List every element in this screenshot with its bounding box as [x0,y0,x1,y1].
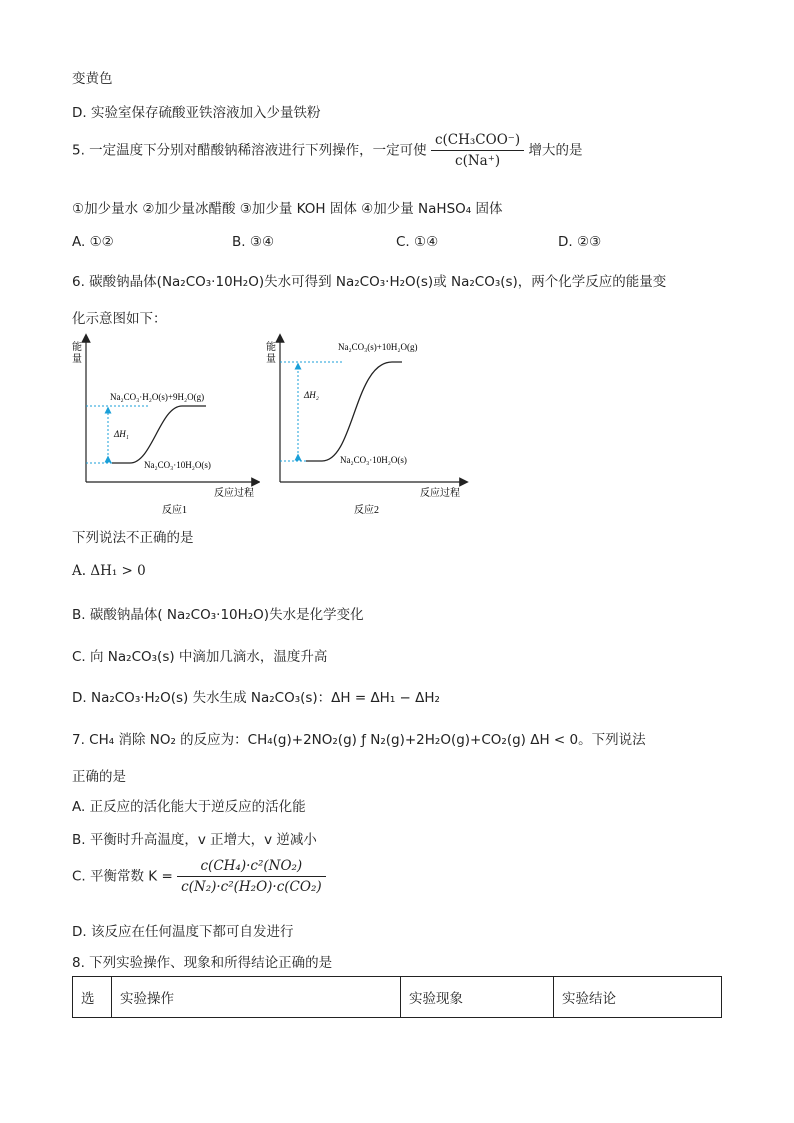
q5-fraction-den: c(Na⁺) [455,153,501,169]
delta-h-label: ΔH₂ [304,390,319,400]
table-header-row [73,977,722,1018]
top-species-label: Na₂CO₃(s)+10H₂O(g) [338,342,418,352]
q7-c-prefix: C. 平衡常数 K = [72,868,173,885]
q6-option-b: B. 碳酸钠晶体( Na₂CO₃·10H₂O)失水是化学变化 [72,607,364,623]
y-label-1: 能 [72,342,82,353]
x-axis-label: 反应过程 [420,488,460,499]
q7-option-b: B. 平衡时升高温度，v 正增大，v 逆减小 [72,832,317,848]
q6-option-a: A. ΔH₁ > 0 [72,563,146,579]
q5-option-d: D. ②③ [558,234,602,250]
y-label-2: 量 [266,354,276,365]
q5-option-a: A. ①② [72,234,114,250]
header-operation: 实验操作 [112,977,401,1018]
y-label-2: 量 [72,354,82,365]
q5-stem [72,132,582,169]
q5-option-c: C. ①④ [396,234,439,250]
q5-option-b: B. ③④ [232,234,275,250]
q6-option-c: C. 向 Na₂CO₃(s) 中滴加几滴水，温度升高 [72,649,328,665]
q5-stem-b: 增大的是 [528,142,583,159]
energy-diagram-2 [254,330,474,520]
q6-stem-1: 6. 碳酸钠晶体(Na₂CO₃·10H₂O)失水可得到 Na₂CO₃·H₂O(s)或 Na₂CO₃(s)，两个化学反应的能量变 [72,274,667,290]
fragment-text: 变黄色 [72,71,113,87]
y-label-1: 能 [266,342,276,353]
header-phenomenon: 实验现象 [401,977,554,1018]
q6-option-d: D. Na₂CO₃·H₂O(s) 失水生成 Na₂CO₃(s)：ΔH = ΔH₁ − ΔH₂ [72,690,440,706]
x-axis-label: 反应过程 [214,488,254,499]
q7-option-c [72,858,326,895]
q5-stem-a: 5. 一定温度下分别对醋酸钠稀溶液进行下列操作，一定可使 [72,142,427,159]
q6-stem-2: 化示意图如下： [72,311,167,327]
delta-h-label: ΔH₁ [114,429,129,439]
q4-option-d: D. 实验室保存硫酸亚铁溶液加入少量铁粉 [72,105,321,121]
q5-fraction-num: c(CH₃COO⁻) [431,132,524,151]
energy-diagram-1 [60,330,260,520]
q7-k-denominator: c(N₂)·c²(H₂O)·c(CO₂) [181,879,322,895]
reaction-curve [306,362,402,461]
q7-stem-1: 7. CH₄ 消除 NO₂ 的反应为：CH₄(g)+2NO₂(g) ƒ N₂(g)+2H₂O(g)+CO₂(g) ΔH < 0。下列说法 [72,732,646,748]
q7-k-numerator: c(CH₄)·c²(NO₂) [177,858,326,877]
q7-stem-2: 正确的是 [72,769,126,785]
header-conclusion: 实验结论 [554,977,722,1018]
top-species-label: Na₂CO₃·H₂O(s)+9H₂O(g) [110,392,205,402]
caption: 反应1 [162,505,187,516]
bottom-species-label: Na₂CO₃·10H₂O(s) [144,460,211,470]
header-option: 选 [73,977,112,1018]
q8-stem: 8. 下列实验操作、现象和所得结论正确的是 [72,955,333,971]
q7-option-a: A. 正反应的活化能大于逆反应的活化能 [72,799,306,815]
q7-k-fraction [177,858,326,895]
bottom-species-label: Na₂CO₃·10H₂O(s) [340,455,407,465]
q5-operations: ①加少量水 ②加少量冰醋酸 ③加少量 KOH 固体 ④加少量 NaHSO₄ 固体 [72,201,503,217]
q7-option-d: D. 该反应在任何温度下都可自发进行 [72,924,294,940]
q8-table [72,976,722,1018]
q5-fraction [431,132,524,169]
caption: 反应2 [354,505,379,516]
q6-prompt: 下列说法不正确的是 [72,530,194,546]
